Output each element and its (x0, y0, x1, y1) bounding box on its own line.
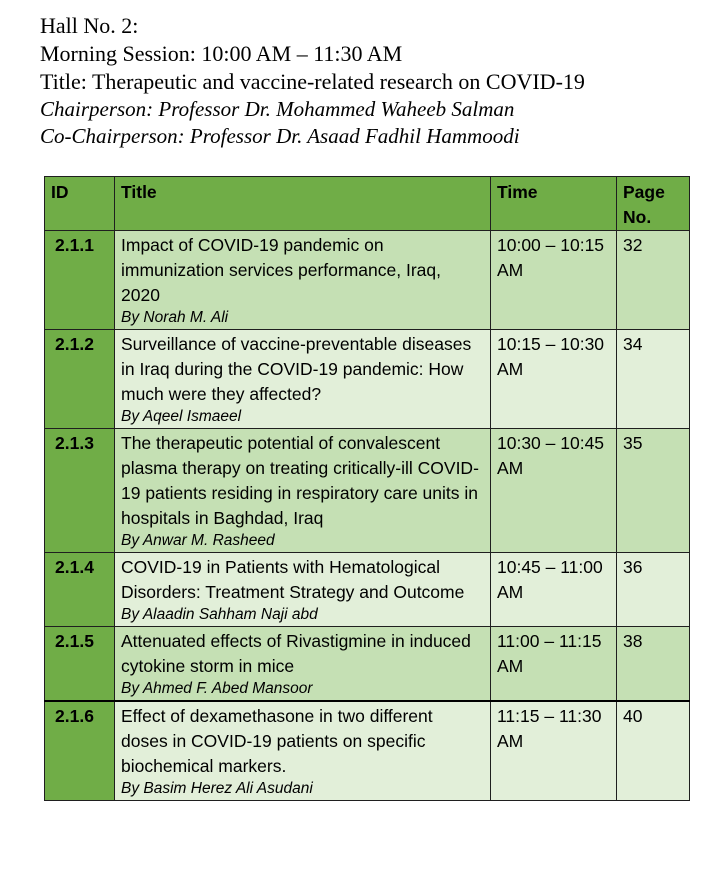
row-id: 2.1.5 (45, 627, 115, 702)
table-row (45, 231, 690, 330)
row-title-cell (115, 701, 491, 801)
paper-title: Impact of COVID-19 pandemic on immunization services performance, Iraq, 2020 (121, 235, 441, 305)
row-title-cell (115, 553, 491, 627)
chairperson: Chairperson: Professor Dr. Mohammed Waheeb Salman (40, 97, 515, 121)
row-title-cell (115, 429, 491, 553)
row-page: 38 (617, 627, 690, 702)
row-page: 35 (617, 429, 690, 553)
column-header-id: ID (45, 177, 115, 231)
column-header-page: Page No. (617, 177, 690, 231)
hall-number: Hall No. 2: (40, 13, 139, 38)
row-time: 10:00 – 10:15 AM (491, 231, 617, 330)
row-page: 40 (617, 701, 690, 801)
row-time: 11:00 – 11:15 AM (491, 627, 617, 702)
paper-author: By Basim Herez Ali Asudani (121, 780, 313, 797)
row-title-cell (115, 627, 491, 702)
session-header (40, 12, 720, 150)
paper-title: Effect of dexamethasone in two different doses in COVID-19 patients on specific biochemical markers. (121, 706, 433, 776)
paper-author: By Ahmed F. Abed Mansoor (121, 680, 313, 697)
row-time: 10:30 – 10:45 AM (491, 429, 617, 553)
row-time: 10:15 – 10:30 AM (491, 330, 617, 429)
co-chairperson: Co-Chairperson: Professor Dr. Asaad Fadhil Hammoodi (40, 124, 520, 148)
paper-author: By Norah M. Ali (121, 309, 229, 326)
row-id: 2.1.3 (45, 429, 115, 553)
row-page: 36 (617, 553, 690, 627)
row-id: 2.1.2 (45, 330, 115, 429)
row-id: 2.1.4 (45, 553, 115, 627)
row-page: 34 (617, 330, 690, 429)
row-id: 2.1.1 (45, 231, 115, 330)
paper-author: By Aqeel Ismaeel (121, 408, 242, 425)
table-row (45, 330, 690, 429)
row-title-cell (115, 330, 491, 429)
row-id: 2.1.6 (45, 701, 115, 801)
table-row (45, 627, 690, 702)
row-time: 10:45 – 11:00 AM (491, 553, 617, 627)
session-program-table (44, 176, 690, 801)
table-header-row (45, 177, 690, 231)
column-header-title: Title (115, 177, 491, 231)
paper-title: Attenuated effects of Rivastigmine in induced cytokine storm in mice (121, 631, 471, 676)
table-row (45, 429, 690, 553)
paper-title: The therapeutic potential of convalescent plasma therapy on treating critically-ill COVID-19 patients residing in respiratory care units in hospitals in Baghdad, Iraq (121, 433, 479, 528)
paper-author: By Alaadin Sahham Naji abd (121, 606, 318, 623)
column-header-time: Time (491, 177, 617, 231)
session-time: Morning Session: 10:00 AM – 11:30 AM (40, 41, 403, 66)
row-title-cell (115, 231, 491, 330)
paper-author: By Anwar M. Rasheed (121, 532, 275, 549)
row-time: 11:15 – 11:30 AM (491, 701, 617, 801)
table-row (45, 701, 690, 801)
row-page: 32 (617, 231, 690, 330)
paper-title: Surveillance of vaccine-preventable diseases in Iraq during the COVID-19 pandemic: How much were they affected? (121, 334, 472, 404)
session-title: Title: Therapeutic and vaccine-related research on COVID-19 (40, 69, 585, 94)
table-row (45, 553, 690, 627)
paper-title: COVID-19 in Patients with Hematological Disorders: Treatment Strategy and Outcome (121, 557, 465, 602)
